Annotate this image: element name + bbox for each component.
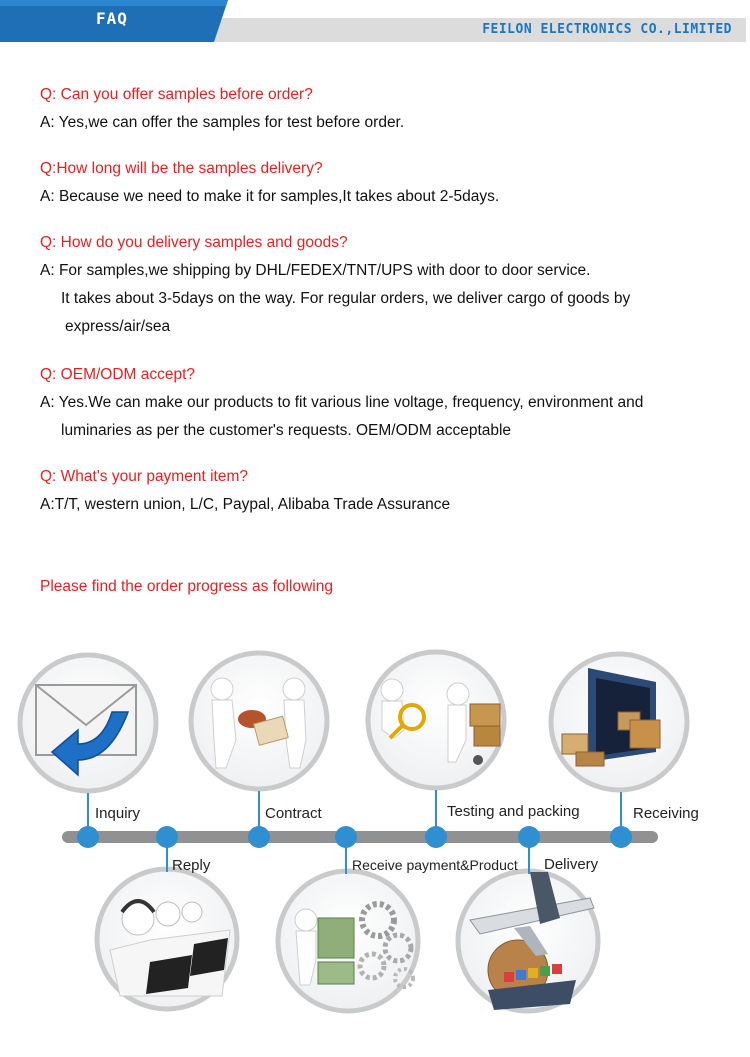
customer-service-headset-icon (97, 869, 237, 1009)
faq-answer: A: For samples,we shipping by DHL/FEDEX/TNT/UPS with door to door service. (40, 262, 591, 279)
order-progress-title: Please find the order progress as following (40, 578, 333, 595)
company-name: FEILON ELECTRONICS CO.,LIMITED (482, 22, 732, 37)
faq-question: Q:How long will be the samples delivery? (40, 160, 323, 177)
timeline-bar (62, 831, 658, 843)
magnifier-inspection-icon (368, 652, 504, 788)
handshake-contract-icon (191, 653, 327, 789)
step-reply: Reply (172, 857, 211, 874)
faq-question: Q: OEM/ODM accept? (40, 366, 196, 383)
timeline-dot (518, 826, 540, 848)
faq-question: Q: What's your payment item? (40, 468, 248, 485)
timeline-dot (425, 826, 447, 848)
faq-tab-label: FAQ (96, 9, 128, 28)
envelope-reply-icon (20, 655, 156, 791)
step-inquiry: Inquiry (95, 805, 141, 822)
timeline-dot (610, 826, 632, 848)
step-testing-packing: Testing and packing (447, 803, 580, 820)
container-boxes-icon (551, 654, 687, 790)
timeline-dot (248, 826, 270, 848)
faq-answer: A: Because we need to make it for samples,It takes about 2-5days. (40, 188, 500, 205)
faq-answer: A: Yes,we can offer the samples for test before order. (40, 114, 405, 131)
faq-answer: A: Yes.We can make our products to fit various line voltage, frequency, environment and (40, 394, 644, 411)
faq-answer-continued: luminaries as per the customer's requests. OEM/ODM acceptable (61, 422, 512, 439)
money-gears-icon (278, 871, 418, 1011)
faq-question: Q: Can you offer samples before order? (40, 86, 313, 103)
timeline-dot (77, 826, 99, 848)
faq-answer-continued: express/air/sea (65, 318, 171, 335)
faq-answer: A:T/T, western union, L/C, Paypal, Alibaba Trade Assurance (40, 496, 451, 513)
step-contract: Contract (265, 805, 322, 822)
timeline-dot (335, 826, 357, 848)
faq-question: Q: How do you delivery samples and goods? (40, 234, 348, 251)
timeline-dot (156, 826, 178, 848)
step-receiving: Receiving (633, 805, 699, 822)
airplane-ship-globe-icon (458, 871, 598, 1011)
step-receive-payment: Receive payment&Product (352, 857, 518, 873)
faq-answer-continued: It takes about 3-5days on the way. For regular orders, we deliver cargo of goods by (61, 290, 631, 307)
step-delivery: Delivery (544, 856, 599, 873)
